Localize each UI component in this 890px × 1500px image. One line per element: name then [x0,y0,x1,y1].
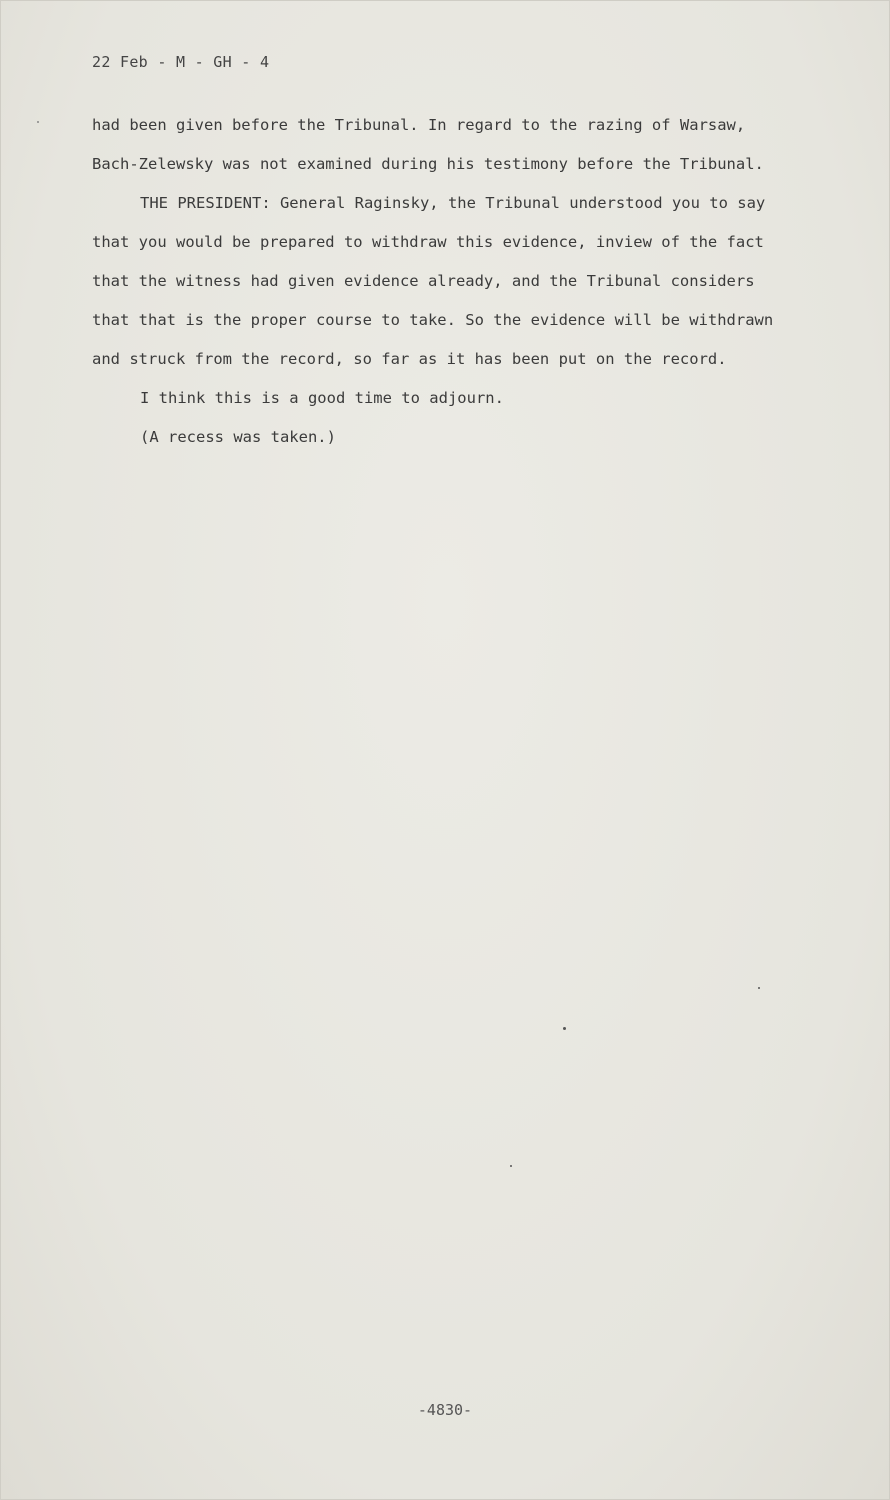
transcript-line: and struck from the record, so far as it has been put on the record. [92,350,727,368]
page-number: -4830- [417,1401,473,1419]
transcript-line: that the witness had given evidence already, and the Tribunal considers [92,272,755,290]
transcript-line: (A recess was taken.) [140,428,336,446]
transcript-line: Bach-Zelewsky was not examined during his testimony before the Tribunal. [92,155,764,173]
transcript-body [92,111,822,462]
paper-speck [510,1165,512,1167]
transcript-line: had been given before the Tribunal. In regard to the razing of Warsaw, [92,116,746,134]
transcript-line: I think this is a good time to adjourn. [140,389,504,407]
transcript-line: that that is the proper course to take. So the evidence will be withdrawn [92,311,774,329]
page-header: 22 Feb - M - GH - 4 [92,53,270,71]
paper-speck [563,1027,566,1030]
transcript-line: that you would be prepared to withdraw this evidence, inview of the fact [92,233,764,251]
transcript-line: THE PRESIDENT: General Raginsky, the Tribunal understood you to say [140,194,766,212]
paper-speck [37,121,39,123]
paper-speck [758,987,760,989]
